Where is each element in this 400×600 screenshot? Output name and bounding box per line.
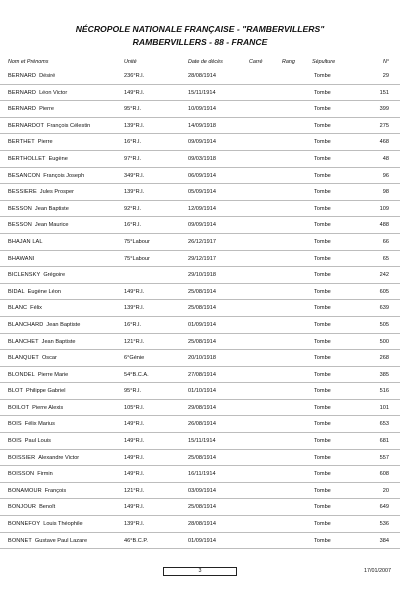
number-cell: 505	[379, 321, 389, 328]
name-cell	[8, 101, 54, 118]
first-names: Jules Prosper	[39, 189, 74, 196]
last-name: BLOT	[8, 388, 24, 395]
first-names: Paul Louis	[24, 438, 51, 445]
number-cell: 20	[382, 487, 389, 494]
table-row	[0, 284, 400, 301]
sepulture-cell: Tombe	[314, 73, 331, 79]
number-cell: 48	[382, 155, 389, 162]
last-name: BESSIERE	[8, 189, 37, 196]
name-cell	[8, 334, 76, 351]
last-name: BESANCON	[8, 172, 41, 179]
unit-cell: 95°R.I.	[124, 388, 142, 395]
number-cell: 98	[382, 189, 389, 196]
number-cell: 649	[379, 504, 389, 511]
number-cell: 681	[379, 438, 389, 445]
sepulture-cell: Tombe	[314, 487, 331, 494]
number-cell: 516	[379, 388, 389, 395]
page-title: NÉCROPOLE NATIONALE FRANÇAISE - "RAMBERVILLERS"	[75, 24, 325, 34]
sepulture-cell: Tombe	[314, 122, 331, 129]
date-cell: 15/11/1914	[188, 89, 216, 96]
date-cell: 25/08/1914	[188, 504, 216, 511]
last-name: BIDAL	[8, 288, 25, 295]
date-cell: 03/09/1914	[188, 487, 216, 494]
table-row	[0, 466, 400, 483]
date-cell: 01/10/1914	[188, 388, 216, 395]
last-name: BOILOT	[8, 404, 30, 411]
date-cell: 09/03/1918	[188, 155, 216, 162]
unit-cell: 149°R.I.	[124, 504, 145, 511]
unit-cell: 105°R.I.	[124, 404, 145, 411]
first-names: Alexandre Victor	[38, 454, 80, 461]
table-row	[0, 68, 400, 85]
date-cell: 25/08/1914	[188, 454, 216, 461]
sepulture-cell: Tombe	[314, 404, 331, 411]
name-cell	[8, 533, 87, 550]
unit-cell: 54°B.C.A.	[124, 371, 149, 378]
unit-cell: 16°R.I.	[124, 222, 142, 229]
first-names: Firmin	[37, 471, 53, 478]
date-cell: 09/09/1914	[188, 222, 216, 229]
name-cell	[8, 450, 79, 467]
last-name: BESSON	[8, 205, 32, 212]
number-cell: 275	[379, 122, 389, 129]
first-names: Léon Victor	[39, 89, 68, 96]
sepulture-cell: Tombe	[314, 89, 331, 96]
date-cell: 14/09/1918	[188, 122, 216, 129]
date-cell: 29/08/1914	[188, 404, 216, 411]
number-cell: 242	[379, 272, 389, 279]
table-row	[0, 317, 400, 334]
column-header-number: N°	[382, 59, 389, 65]
unit-cell: 75°Labour	[124, 255, 150, 262]
table-row	[0, 217, 400, 234]
last-name: BERTHOLLET	[8, 155, 46, 162]
sepulture-cell: Tombe	[314, 106, 331, 113]
unit-cell: 149°R.I.	[124, 421, 145, 428]
first-names: Eugène	[48, 155, 68, 162]
last-name: BOISSIER	[8, 454, 36, 461]
first-names: Pierre	[37, 139, 53, 146]
unit-cell: 349°R.I.	[124, 172, 145, 179]
number-cell: 109	[379, 205, 389, 212]
table-row	[0, 350, 400, 367]
name-cell	[8, 516, 83, 533]
first-names: Jean Baptiste	[34, 205, 69, 212]
number-cell: 608	[379, 471, 389, 478]
sepulture-cell: Tombe	[314, 272, 331, 279]
name-cell	[8, 483, 66, 500]
name-cell	[8, 416, 55, 433]
unit-cell: 149°R.I.	[124, 438, 145, 445]
name-cell	[8, 118, 90, 135]
sepulture-cell: Tombe	[314, 305, 331, 312]
table-row	[0, 334, 400, 351]
first-names: Louis Théophile	[43, 521, 83, 528]
table-row	[0, 101, 400, 118]
table-row	[0, 499, 400, 516]
date-cell: 16/11/1914	[188, 471, 216, 478]
number-cell: 500	[379, 338, 389, 345]
sepulture-cell: Tombe	[314, 454, 331, 461]
first-names: Pierre Marie	[37, 371, 69, 378]
sepulture-cell: Tombe	[314, 438, 331, 445]
number-cell: 536	[379, 521, 389, 528]
unit-cell: 139°R.I.	[124, 122, 145, 129]
sepulture-cell: Tombe	[314, 371, 331, 378]
first-names: Oscar	[41, 355, 57, 362]
date-cell: 15/11/1914	[188, 438, 216, 445]
date-cell: 29/12/1917	[188, 255, 216, 262]
number-cell: 29	[382, 73, 389, 79]
first-names: Philippe Gabriel	[26, 388, 66, 395]
last-name: BLONDEL	[8, 371, 35, 378]
first-names: Pierre Alexis	[32, 404, 64, 411]
date-cell: 29/10/1918	[188, 272, 216, 279]
sepulture-cell: Tombe	[314, 388, 331, 395]
name-cell	[8, 184, 74, 201]
date-cell: 09/09/1914	[188, 139, 216, 146]
first-names: Benoît	[39, 504, 56, 511]
unit-cell: 6°Génie	[124, 355, 145, 362]
number-cell: 151	[379, 89, 389, 96]
unit-cell: 149°R.I.	[124, 471, 145, 478]
column-header-unit: Unité	[124, 59, 137, 65]
name-cell	[8, 383, 66, 400]
first-names: Gustave Paul Lazare	[34, 537, 88, 544]
unit-cell: 97°R.I.	[124, 155, 142, 162]
last-name: BONNEFOY	[8, 521, 41, 528]
date-cell: 10/09/1914	[188, 106, 216, 113]
table-row	[0, 151, 400, 168]
table-row	[0, 400, 400, 417]
sepulture-cell: Tombe	[314, 355, 331, 362]
first-names: François	[44, 487, 67, 494]
sepulture-cell: Tombe	[314, 155, 331, 162]
first-names: Pierre	[39, 106, 54, 113]
table-header	[0, 57, 400, 67]
last-name: BONAMOUR	[8, 487, 42, 494]
last-name: BHAJAN LAL	[8, 238, 43, 245]
sepulture-cell: Tombe	[314, 288, 331, 295]
unit-cell: 149°R.I.	[124, 454, 145, 461]
unit-cell: 121°R.I.	[124, 338, 145, 345]
page-number: 3	[163, 567, 237, 576]
number-cell: 468	[379, 139, 389, 146]
first-names: Jean Maurice	[34, 222, 69, 229]
first-names: Félix	[30, 305, 42, 312]
table-row	[0, 234, 400, 251]
name-cell	[8, 466, 53, 483]
table-row	[0, 201, 400, 218]
last-name: BERNARD	[8, 73, 37, 79]
unit-cell: 149°R.I.	[124, 89, 145, 96]
last-name: BESSON	[8, 222, 32, 229]
table-row	[0, 383, 400, 400]
number-cell: 66	[382, 238, 389, 245]
name-cell	[8, 499, 55, 516]
number-cell: 488	[379, 222, 389, 229]
number-cell: 268	[379, 355, 389, 362]
table-row	[0, 450, 400, 467]
table-row	[0, 416, 400, 433]
number-cell: 557	[379, 454, 389, 461]
column-header-sepulture: Sépulture	[312, 59, 336, 65]
date-cell: 01/09/1914	[188, 321, 216, 328]
last-name: BLANQUET	[8, 355, 39, 362]
table-row	[0, 433, 400, 450]
last-name: BERNARDOT	[8, 122, 45, 129]
name-cell	[8, 300, 42, 317]
table-row	[0, 300, 400, 317]
date-cell: 20/10/1918	[188, 355, 216, 362]
unit-cell: 139°R.I.	[124, 305, 145, 312]
date-cell: 01/09/1914	[188, 537, 216, 544]
name-cell	[8, 367, 68, 384]
number-cell: 639	[379, 305, 389, 312]
date-cell: 25/08/1914	[188, 338, 216, 345]
unit-cell: 121°R.I.	[124, 487, 145, 494]
sepulture-cell: Tombe	[314, 321, 331, 328]
unit-cell: 95°R.I.	[124, 106, 142, 113]
last-name: BICLENSKY	[8, 272, 41, 279]
name-cell	[8, 168, 84, 185]
table-row	[0, 134, 400, 151]
unit-cell: 149°R.I.	[124, 288, 145, 295]
name-cell	[8, 251, 37, 268]
name-cell	[8, 151, 68, 168]
date-cell: 25/08/1914	[188, 288, 216, 295]
table-row	[0, 267, 400, 284]
sepulture-cell: Tombe	[314, 172, 331, 179]
sepulture-cell: Tombe	[314, 222, 331, 229]
last-name: BOIS	[8, 438, 22, 445]
name-cell	[8, 267, 65, 284]
page-subtitle: RAMBERVILLERS - 88 - FRANCE	[132, 37, 268, 47]
unit-cell: 139°R.I.	[124, 189, 145, 196]
name-cell	[8, 433, 51, 450]
date-cell: 06/09/1914	[188, 172, 216, 179]
last-name: BERNARD	[8, 106, 37, 113]
sepulture-cell: Tombe	[314, 504, 331, 511]
date-cell: 12/09/1914	[188, 205, 216, 212]
last-name: BOIS	[8, 421, 22, 428]
sepulture-cell: Tombe	[314, 255, 331, 262]
name-cell	[8, 284, 61, 301]
sepulture-cell: Tombe	[314, 421, 331, 428]
first-names: Désiré	[39, 73, 56, 79]
column-header-date: Date de décès	[188, 59, 223, 65]
number-cell: 385	[379, 371, 389, 378]
table-row	[0, 367, 400, 384]
name-cell	[8, 234, 46, 251]
first-names: Grégoire	[43, 272, 66, 279]
print-date: 17/01/2007	[364, 568, 391, 574]
unit-cell: 92°R.I.	[124, 205, 142, 212]
first-names: Jean Baptiste	[41, 338, 76, 345]
column-header-carre: Carré	[249, 59, 263, 65]
date-cell: 28/08/1914	[188, 73, 216, 79]
number-cell: 101	[379, 404, 389, 411]
burial-table	[0, 68, 400, 549]
date-cell: 28/08/1914	[188, 521, 216, 528]
first-names: Félix Marius	[24, 421, 55, 428]
name-cell	[8, 350, 57, 367]
sepulture-cell: Tombe	[314, 537, 331, 544]
table-row	[0, 184, 400, 201]
first-names: François Joseph	[43, 172, 85, 179]
number-cell: 384	[379, 537, 389, 544]
unit-cell: 16°R.I.	[124, 321, 142, 328]
last-name: BHAWANI	[8, 255, 35, 262]
name-cell	[8, 317, 80, 334]
date-cell: 26/08/1914	[188, 421, 216, 428]
last-name: BERTHET	[8, 139, 35, 146]
sepulture-cell: Tombe	[314, 205, 331, 212]
table-row	[0, 251, 400, 268]
sepulture-cell: Tombe	[314, 238, 331, 245]
table-row	[0, 118, 400, 135]
last-name: BONNET	[8, 537, 32, 544]
table-row	[0, 168, 400, 185]
unit-cell: 139°R.I.	[124, 521, 145, 528]
unit-cell: 75°Labour	[124, 238, 150, 245]
table-row	[0, 483, 400, 500]
number-cell: 65	[382, 255, 389, 262]
sepulture-cell: Tombe	[314, 521, 331, 528]
table-row	[0, 516, 400, 533]
unit-cell: 236°R.I.	[124, 73, 145, 79]
column-header-rang: Rang	[282, 59, 295, 65]
name-cell	[8, 68, 55, 85]
number-cell: 399	[379, 106, 389, 113]
last-name: BLANCHET	[8, 338, 39, 345]
name-cell	[8, 201, 69, 218]
name-cell	[8, 134, 53, 151]
last-name: BLANC	[8, 305, 28, 312]
number-cell: 605	[379, 288, 389, 295]
last-name: BONJOUR	[8, 504, 37, 511]
sepulture-cell: Tombe	[314, 338, 331, 345]
table-row	[0, 533, 400, 550]
last-name: BOISSON	[8, 471, 35, 478]
date-cell: 05/09/1914	[188, 189, 216, 196]
first-names: Jean Baptiste	[46, 321, 81, 328]
sepulture-cell: Tombe	[314, 189, 331, 196]
date-cell: 26/12/1917	[188, 238, 216, 245]
name-cell	[8, 85, 67, 102]
date-cell: 25/08/1914	[188, 305, 216, 312]
unit-cell: 16°R.I.	[124, 139, 142, 146]
number-cell: 96	[382, 172, 389, 179]
first-names: Eugène Léon	[27, 288, 61, 295]
last-name: BERNARD	[8, 89, 37, 96]
first-names: François Célestin	[47, 122, 91, 129]
table-row	[0, 85, 400, 102]
name-cell	[8, 217, 69, 234]
date-cell: 27/08/1914	[188, 371, 216, 378]
sepulture-cell: Tombe	[314, 139, 331, 146]
last-name: BLANCHARD	[8, 321, 44, 328]
sepulture-cell: Tombe	[314, 471, 331, 478]
column-header-name: Nom et Prénoms	[8, 59, 49, 65]
name-cell	[8, 400, 63, 417]
unit-cell: 46°B.C.P.	[124, 537, 148, 544]
number-cell: 653	[379, 421, 389, 428]
